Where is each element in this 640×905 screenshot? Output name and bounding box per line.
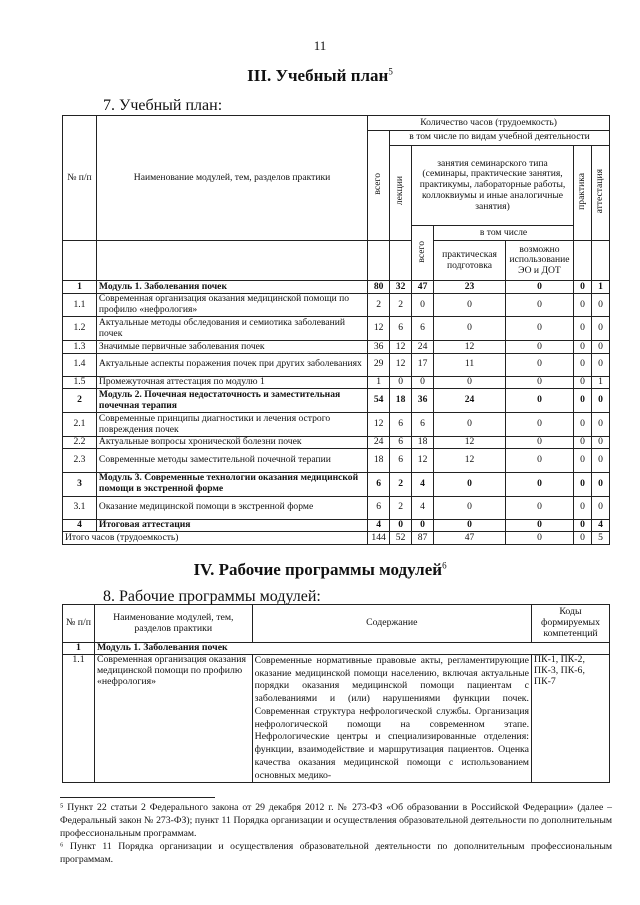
row-num: 3: [63, 472, 97, 496]
row-hours: 12: [368, 317, 390, 341]
row-eo-dot: 0: [505, 436, 573, 448]
row-practical-prep: 0: [434, 376, 506, 388]
row-attestation: 0: [591, 472, 609, 496]
row-num: 1.4: [63, 353, 97, 376]
footnote-divider: [60, 797, 215, 798]
row-hours: 4: [368, 519, 390, 531]
row-name: Современные принципы диагностики и лечения острого повреждения почек: [96, 413, 367, 437]
row-hours: 12: [368, 413, 390, 437]
prog-header-codes: Коды формируемых компетенций: [532, 605, 610, 643]
row-practice: 0: [573, 413, 591, 437]
row-hours: 18: [368, 449, 390, 472]
row-lectures: 6: [390, 413, 412, 437]
row-eo-dot: 0: [505, 341, 573, 353]
row-practical-prep: 11: [434, 353, 506, 376]
row-hours: 36: [368, 341, 390, 353]
row-name: Оказание медицинской помощи в экстренной форме: [96, 496, 367, 519]
row-eo-dot: 0: [505, 519, 573, 531]
header-practical-prep: практическая подготовка: [434, 240, 506, 280]
footnote-5: ⁵ Пункт 22 статьи 2 Федерального закона от 29 декабря 2012 г. № 273-ФЗ «Об образовании в Российской Федерации» (далее – Федеральный закон № 273-ФЗ); пункт 11 Порядка организации и осуществления образовательной деятельности по дополнительным профессиональным программам.: [60, 802, 612, 840]
row-name: Актуальные вопросы хронической болезни почек: [96, 436, 367, 448]
row-attestation: 0: [591, 293, 609, 317]
table-row: [63, 293, 610, 317]
row-lectures: 2: [390, 293, 412, 317]
prog-row-codes: ПК-1, ПК-2, ПК-3, ПК-6, ПК-7: [532, 655, 610, 783]
table-row: [63, 519, 610, 531]
row-num: 2.3: [63, 449, 97, 472]
row-practice: 0: [573, 496, 591, 519]
row-num: 4: [63, 519, 97, 531]
row-hours: 54: [368, 389, 390, 413]
row-num: 1.1: [63, 293, 97, 317]
row-eo-dot: 0: [505, 413, 573, 437]
total-label: Итого часов (трудоемкость): [63, 532, 368, 545]
programs-table: [62, 604, 610, 783]
row-attestation: 0: [591, 317, 609, 341]
row-seminar: 12: [412, 449, 434, 472]
row-seminar: 0: [412, 376, 434, 388]
total-eo-dot: 0: [505, 532, 573, 545]
row-eo-dot: 0: [505, 376, 573, 388]
total-practice: 0: [573, 532, 591, 545]
row-name: Модуль 2. Почечная недостаточность и заместительная почечная терапия: [96, 389, 367, 413]
row-attestation: 0: [591, 449, 609, 472]
row-seminar: 4: [412, 496, 434, 519]
row-lectures: 12: [390, 353, 412, 376]
row-practice: 0: [573, 472, 591, 496]
footnote-ref-6: 6: [442, 560, 447, 571]
table-row: [63, 281, 610, 293]
row-lectures: 6: [390, 317, 412, 341]
table-row: [63, 436, 610, 448]
row-eo-dot: 0: [505, 472, 573, 496]
total-practical-prep: 47: [434, 532, 506, 545]
table-row: [63, 413, 610, 437]
row-practice: 0: [573, 341, 591, 353]
prog-row-content: Современные нормативные правовые акты, регламентирующие оказание медицинской помощи населению, включая актуальные порядки оказания медицинской помощи пациентам с заболеваниями и (или) нарушениями функции почек. Современная структура нефрологической службы. Организация нефрологической помощи на современном этапе. Нефрологические центры и специализированные отделения: функции, взаимодействие и маршрутизация пациентов. Оценка качества оказания медицинской помощи с использованием основных медико-: [252, 655, 531, 783]
table-row: [63, 341, 610, 353]
row-num: 2: [63, 389, 97, 413]
row-attestation: 0: [591, 353, 609, 376]
row-hours: 2: [368, 293, 390, 317]
prog-row-name: Современная организация оказания медицинской помощи по профилю «нефрология»: [94, 655, 252, 783]
row-seminar: 36: [412, 389, 434, 413]
total-lectures: 52: [390, 532, 412, 545]
row-lectures: 32: [390, 281, 412, 293]
row-eo-dot: 0: [505, 496, 573, 519]
row-practice: 0: [573, 293, 591, 317]
curriculum-table-body: [63, 281, 610, 532]
section-title-curriculum: III. Учебный план$^5$: [247, 66, 393, 85]
table-row: [63, 376, 610, 388]
row-num: 1.3: [63, 341, 97, 353]
header-by-type: в том числе по видам учебной деятельности: [390, 130, 610, 145]
total-row: [63, 532, 610, 545]
table-row: [63, 496, 610, 519]
row-num: 1: [63, 281, 97, 293]
row-seminar: 17: [412, 353, 434, 376]
row-attestation: 0: [591, 413, 609, 437]
prog-module-row: [63, 643, 610, 655]
subheading-curriculum: 7. Учебный план:: [103, 97, 223, 114]
total-attestation: 5: [591, 532, 609, 545]
row-practical-prep: 0: [434, 413, 506, 437]
row-practice: 0: [573, 519, 591, 531]
row-practice: 0: [573, 317, 591, 341]
row-attestation: 0: [591, 496, 609, 519]
row-practice: 0: [573, 353, 591, 376]
row-lectures: 6: [390, 449, 412, 472]
row-lectures: 0: [390, 519, 412, 531]
subheading-programs: 8. Рабочие программы модулей:: [103, 588, 321, 605]
curriculum-table: [62, 115, 610, 545]
row-hours: 24: [368, 436, 390, 448]
row-attestation: 1: [591, 281, 609, 293]
row-lectures: 2: [390, 472, 412, 496]
row-name: Современная организация оказания медицинской помощи по профилю «нефрология»: [96, 293, 367, 317]
row-seminar: 6: [412, 413, 434, 437]
table-row: [63, 317, 610, 341]
header-attestation: аттестация: [591, 145, 609, 240]
header-seminar: занятия семинарского типа (семинары, практические занятия, практикумы, лабораторные работы, коллоквиумы и иные аналогичные занятия): [412, 145, 574, 225]
row-seminar: 18: [412, 436, 434, 448]
table-row: [63, 389, 610, 413]
header-hours: Количество часов (трудоемкость): [368, 116, 610, 131]
prog-header-num: № п/п: [63, 605, 95, 643]
prog-row: [63, 655, 610, 783]
row-lectures: 12: [390, 341, 412, 353]
row-lectures: 0: [390, 376, 412, 388]
row-attestation: 0: [591, 341, 609, 353]
row-seminar: 0: [412, 519, 434, 531]
total-seminar: 87: [412, 532, 434, 545]
table-row: [63, 449, 610, 472]
row-name: Современные методы заместительной почечной терапии: [96, 449, 367, 472]
row-practical-prep: 12: [434, 341, 506, 353]
row-num: 3.1: [63, 496, 97, 519]
table-row: [63, 472, 610, 496]
row-attestation: 4: [591, 519, 609, 531]
row-name: Итоговая аттестация: [96, 519, 367, 531]
row-attestation: 0: [591, 436, 609, 448]
header-sem-total: всего: [412, 226, 434, 281]
row-practice: 0: [573, 436, 591, 448]
row-name: Модуль 3. Современные технологии оказания медицинской помощи в экстренной форме: [96, 472, 367, 496]
row-practical-prep: 0: [434, 472, 506, 496]
prog-header-content: Содержание: [252, 605, 531, 643]
header-eo-dot: возможно использование ЭО и ДОТ: [505, 240, 573, 280]
row-practical-prep: 0: [434, 317, 506, 341]
row-seminar: 24: [412, 341, 434, 353]
header-practice: практика: [573, 145, 591, 240]
row-lectures: 18: [390, 389, 412, 413]
row-practical-prep: 0: [434, 519, 506, 531]
row-eo-dot: 0: [505, 317, 573, 341]
row-hours: 6: [368, 496, 390, 519]
row-practical-prep: 0: [434, 496, 506, 519]
section-title-programs: IV. Рабочие программы модулей$^6$: [193, 560, 447, 579]
row-attestation: 1: [591, 376, 609, 388]
row-num: 2.1: [63, 413, 97, 437]
row-eo-dot: 0: [505, 293, 573, 317]
footnote-6: ⁶ Пункт 11 Порядка организации и осуществления образовательной деятельности по дополнительным профессиональным программам.: [60, 841, 612, 866]
row-hours: 29: [368, 353, 390, 376]
row-num: 1.2: [63, 317, 97, 341]
row-seminar: 0: [412, 293, 434, 317]
table-row: [63, 353, 610, 376]
row-eo-dot: 0: [505, 449, 573, 472]
row-name: Актуальные методы обследования и семиотика заболеваний почек: [96, 317, 367, 341]
prog-header-name: Наименование модулей, тем, разделов практики: [94, 605, 252, 643]
total-hours: 144: [368, 532, 390, 545]
header-name: Наименование модулей, тем, разделов практики: [96, 116, 367, 241]
row-practice: 0: [573, 389, 591, 413]
header-including: в том числе: [434, 226, 574, 241]
row-eo-dot: 0: [505, 353, 573, 376]
header-total: всего: [368, 130, 390, 240]
row-num: 2.2: [63, 436, 97, 448]
row-seminar: 47: [412, 281, 434, 293]
row-lectures: 6: [390, 436, 412, 448]
row-practice: 0: [573, 449, 591, 472]
footnote-ref-5: 5: [388, 66, 393, 77]
row-lectures: 2: [390, 496, 412, 519]
row-practice: 0: [573, 281, 591, 293]
row-hours: 80: [368, 281, 390, 293]
row-name: Актуальные аспекты поражения почек при других заболеваниях: [96, 353, 367, 376]
prog-module-name: Модуль 1. Заболевания почек: [94, 643, 609, 655]
row-name: Модуль 1. Заболевания почек: [96, 281, 367, 293]
page-number: 11: [313, 38, 327, 53]
row-practical-prep: 12: [434, 449, 506, 472]
row-attestation: 0: [591, 389, 609, 413]
row-eo-dot: 0: [505, 389, 573, 413]
row-name: Значимые первичные заболевания почек: [96, 341, 367, 353]
row-seminar: 4: [412, 472, 434, 496]
row-seminar: 6: [412, 317, 434, 341]
row-hours: 6: [368, 472, 390, 496]
row-hours: 1: [368, 376, 390, 388]
row-practical-prep: 23: [434, 281, 506, 293]
row-num: 1.5: [63, 376, 97, 388]
prog-row-num: 1.1: [63, 655, 95, 783]
prog-module-num: 1: [63, 643, 95, 655]
header-num: № п/п: [63, 116, 97, 241]
row-practical-prep: 0: [434, 293, 506, 317]
row-practical-prep: 12: [434, 436, 506, 448]
row-practice: 0: [573, 376, 591, 388]
row-practical-prep: 24: [434, 389, 506, 413]
row-eo-dot: 0: [505, 281, 573, 293]
header-lectures: лекции: [390, 145, 412, 240]
row-name: Промежуточная аттестация по модулю 1: [96, 376, 367, 388]
